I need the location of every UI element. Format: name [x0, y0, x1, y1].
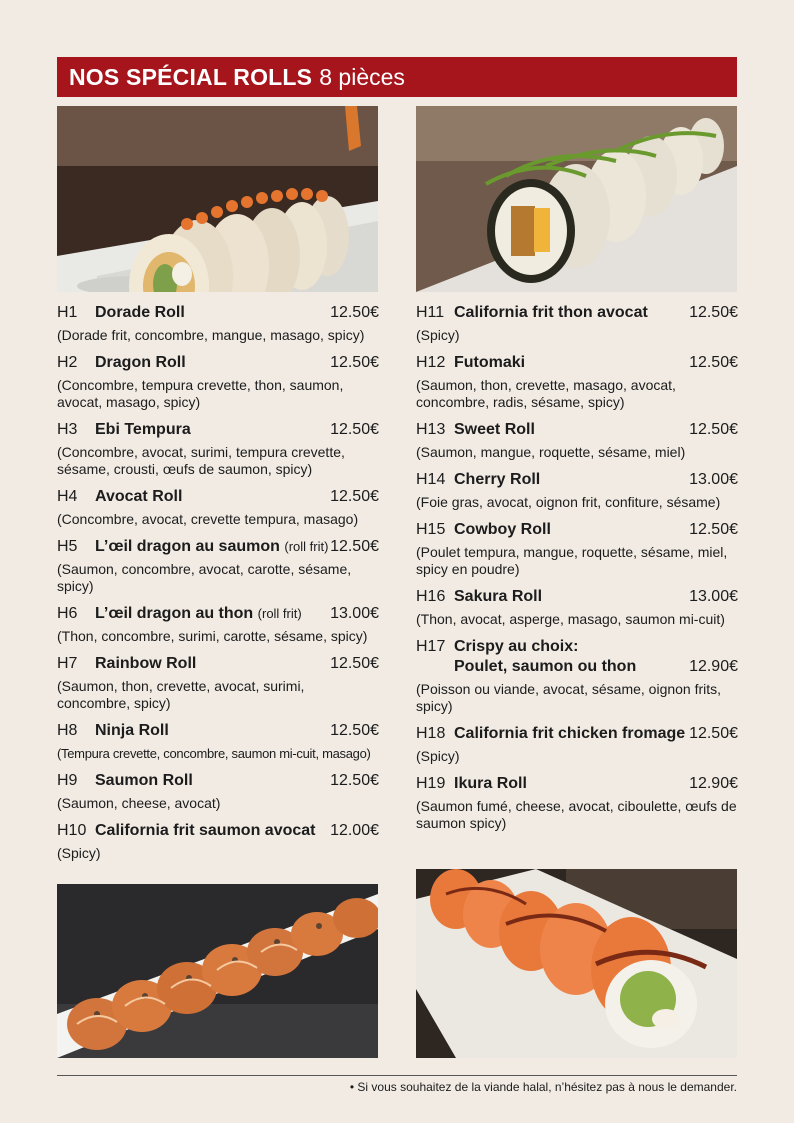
- item-code: H17: [416, 638, 446, 655]
- menu-item-header: [57, 420, 379, 440]
- menu-item-header: [416, 774, 738, 794]
- item-name: Saumon Roll: [95, 772, 193, 789]
- item-price: 12.50€: [689, 521, 738, 538]
- item-price: 12.50€: [689, 354, 738, 371]
- item-description: (Spicy): [57, 845, 101, 861]
- menu-item-header: [57, 487, 379, 507]
- item-name: California frit chicken fromage: [454, 725, 686, 742]
- item-description: (Concombre, tempura crevette, thon, saumon, avocat, masago, spicy): [57, 377, 344, 410]
- item-name-wrap: [454, 587, 689, 607]
- item-price: 12.50€: [330, 421, 379, 438]
- item-price: 12.90€: [689, 658, 738, 675]
- item-name-wrap: [454, 520, 689, 540]
- item-description: (Saumon, cheese, avocat): [57, 795, 221, 811]
- item-name: Rainbow Roll: [95, 655, 197, 672]
- item-name-wrap: [454, 470, 689, 490]
- menu-item-header: [416, 420, 738, 440]
- item-code: H5: [57, 538, 78, 555]
- item-code: H10: [57, 822, 87, 839]
- menu-item-header: [57, 303, 379, 323]
- menu-item-header: [57, 537, 379, 557]
- menu-item: [416, 724, 738, 765]
- menu-item: [416, 420, 738, 461]
- item-note: (roll frit): [257, 606, 302, 621]
- menu-item-header: [57, 721, 379, 741]
- item-price: 12.50€: [330, 538, 379, 555]
- item-code: H8: [57, 722, 78, 739]
- item-name-wrap: [95, 654, 330, 674]
- item-code: H19: [416, 775, 446, 792]
- item-price: 12.90€: [689, 775, 738, 792]
- menu-item-header: [416, 353, 738, 373]
- item-name: Cherry Roll: [454, 471, 541, 488]
- item-name-continued: Poulet, saumon ou thon: [454, 658, 637, 675]
- item-name-wrap: [95, 537, 330, 557]
- menu-item: [57, 303, 379, 344]
- item-name: Ebi Tempura: [95, 421, 191, 438]
- item-name-wrap: [95, 821, 330, 841]
- item-name: Ikura Roll: [454, 775, 527, 792]
- menu-item-header: [57, 821, 379, 841]
- item-name-line2: [416, 657, 738, 677]
- footer-note: • Si vous souhaitez de la viande halal, n’hésitez pas à nous le demander.: [349, 1080, 737, 1094]
- menu-item: [416, 303, 738, 344]
- item-name: Sakura Roll: [454, 588, 543, 605]
- item-name-wrap: [95, 303, 330, 323]
- item-price: 13.00€: [330, 605, 379, 622]
- item-description: (Saumon, mangue, roquette, sésame, miel): [416, 444, 686, 460]
- menu-item-header: [57, 654, 379, 674]
- menu-item: [416, 774, 738, 832]
- menu-item-header: [416, 470, 738, 490]
- item-name-wrap: [95, 721, 330, 741]
- item-description: (Spicy): [416, 748, 460, 764]
- item-description: (Tempura crevette, concombre, saumon mi-cuit, masago): [57, 746, 371, 761]
- menu-item: [57, 487, 379, 528]
- menu-item-header: [416, 303, 738, 323]
- item-code: H9: [57, 772, 78, 789]
- photo-rainbow-rolls: [416, 869, 737, 1058]
- item-price: 12.50€: [330, 354, 379, 371]
- item-name: California frit saumon avocat: [95, 822, 316, 839]
- item-description: (Saumon, thon, crevette, avocat, surimi, concombre, spicy): [57, 678, 305, 711]
- item-name-wrap: [454, 637, 738, 657]
- menu-item: [416, 353, 738, 411]
- menu-item: [57, 604, 379, 645]
- item-price: 12.50€: [689, 725, 738, 742]
- item-description: (Concombre, avocat, surimi, tempura crevette, sésame, crousti, œufs de saumon, spicy): [57, 444, 345, 477]
- item-name: Dorade Roll: [95, 304, 185, 321]
- item-name: California frit thon avocat: [454, 304, 648, 321]
- photo-ninja-rolls: [57, 884, 378, 1058]
- item-name-wrap: [95, 487, 330, 507]
- section-title-bar: [57, 57, 737, 97]
- photo-sweet-rolls: [416, 106, 737, 292]
- item-code: H12: [416, 354, 446, 371]
- menu-item: [57, 721, 379, 762]
- item-name: Sweet Roll: [454, 421, 535, 438]
- item-name-wrap: [95, 771, 330, 791]
- menu-item: [57, 420, 379, 478]
- item-code: H13: [416, 421, 446, 438]
- item-name: Dragon Roll: [95, 354, 186, 371]
- menu-item-header: [416, 637, 738, 657]
- menu-item: [57, 771, 379, 812]
- item-price: 13.00€: [689, 588, 738, 605]
- item-description: (Poisson ou viande, avocat, sésame, oignon frits, spicy): [416, 681, 722, 714]
- item-description: (Saumon, thon, crevette, masago, avocat, concombre, radis, sésame, spicy): [416, 377, 676, 410]
- item-price: 12.50€: [689, 421, 738, 438]
- item-price: 12.50€: [330, 304, 379, 321]
- section-title: NOS SPÉCIAL ROLLS: [69, 63, 313, 90]
- item-note: (roll frit): [284, 539, 329, 554]
- menu-item: [416, 470, 738, 511]
- item-name-wrap: [454, 353, 689, 373]
- item-description: (Dorade frit, concombre, mangue, masago, spicy): [57, 327, 365, 343]
- item-price: 12.50€: [330, 772, 379, 789]
- menu-item-header: [416, 587, 738, 607]
- item-name: Avocat Roll: [95, 488, 183, 505]
- menu-item: [416, 520, 738, 578]
- item-price: 12.50€: [330, 722, 379, 739]
- item-code: H11: [416, 304, 445, 321]
- item-code: H3: [57, 421, 78, 438]
- item-name-wrap: [95, 604, 330, 624]
- item-description: (Thon, concombre, surimi, carotte, sésame, spicy): [57, 628, 368, 644]
- item-name: Futomaki: [454, 354, 526, 371]
- menu-item-header: [57, 604, 379, 624]
- item-name-wrap: [95, 420, 330, 440]
- menu-column-right: [416, 303, 738, 841]
- section-subtitle: 8 pièces: [319, 63, 405, 90]
- item-name-wrap: [454, 303, 689, 323]
- menu-item-header: [416, 520, 738, 540]
- item-code: H1: [57, 304, 78, 321]
- menu-item: [57, 353, 379, 411]
- item-code: H14: [416, 471, 446, 488]
- item-price: 12.50€: [330, 488, 379, 505]
- menu-item: [57, 537, 379, 595]
- item-name-wrap: [454, 724, 689, 744]
- item-description: (Spicy): [416, 327, 460, 343]
- item-name: L’œil dragon au saumon: [95, 538, 280, 555]
- item-description: (Poulet tempura, mangue, roquette, sésame, miel, spicy en poudre): [416, 544, 728, 577]
- item-price: 12.00€: [330, 822, 379, 839]
- item-name: L’œil dragon au thon: [95, 605, 254, 622]
- footer-divider: [57, 1075, 737, 1076]
- item-name: Ninja Roll: [95, 722, 169, 739]
- menu-column-left: [57, 303, 379, 871]
- item-name-wrap: [95, 353, 330, 373]
- menu-item: [57, 654, 379, 712]
- item-code: H16: [416, 588, 446, 605]
- menu-item-header: [57, 771, 379, 791]
- item-description: (Saumon fumé, cheese, avocat, ciboulette, œufs de saumon spicy): [416, 798, 737, 831]
- item-name: Cowboy Roll: [454, 521, 551, 538]
- item-code: H4: [57, 488, 78, 505]
- item-price: 13.00€: [689, 471, 738, 488]
- item-code: H15: [416, 521, 446, 538]
- item-name-wrap: [454, 774, 689, 794]
- item-name-wrap: [454, 420, 689, 440]
- item-description: (Concombre, avocat, crevette tempura, masago): [57, 511, 359, 527]
- menu-item: [416, 637, 738, 715]
- item-description: (Thon, avocat, asperge, masago, saumon mi-cuit): [416, 611, 725, 627]
- item-description: (Foie gras, avocat, oignon frit, confiture, sésame): [416, 494, 721, 510]
- menu-item: [416, 587, 738, 628]
- item-name: Crispy au choix:: [454, 638, 579, 655]
- photo-ebi-tempura-rolls: [57, 106, 378, 292]
- item-code: H6: [57, 605, 78, 622]
- item-price: 12.50€: [689, 304, 738, 321]
- menu-item-header: [57, 353, 379, 373]
- item-code: H2: [57, 354, 78, 371]
- item-code: H7: [57, 655, 78, 672]
- item-code: H18: [416, 725, 446, 742]
- item-description: (Saumon, concombre, avocat, carotte, sésame, spicy): [57, 561, 352, 594]
- item-price: 12.50€: [330, 655, 379, 672]
- menu-item-header: [416, 724, 738, 744]
- menu-item: [57, 821, 379, 862]
